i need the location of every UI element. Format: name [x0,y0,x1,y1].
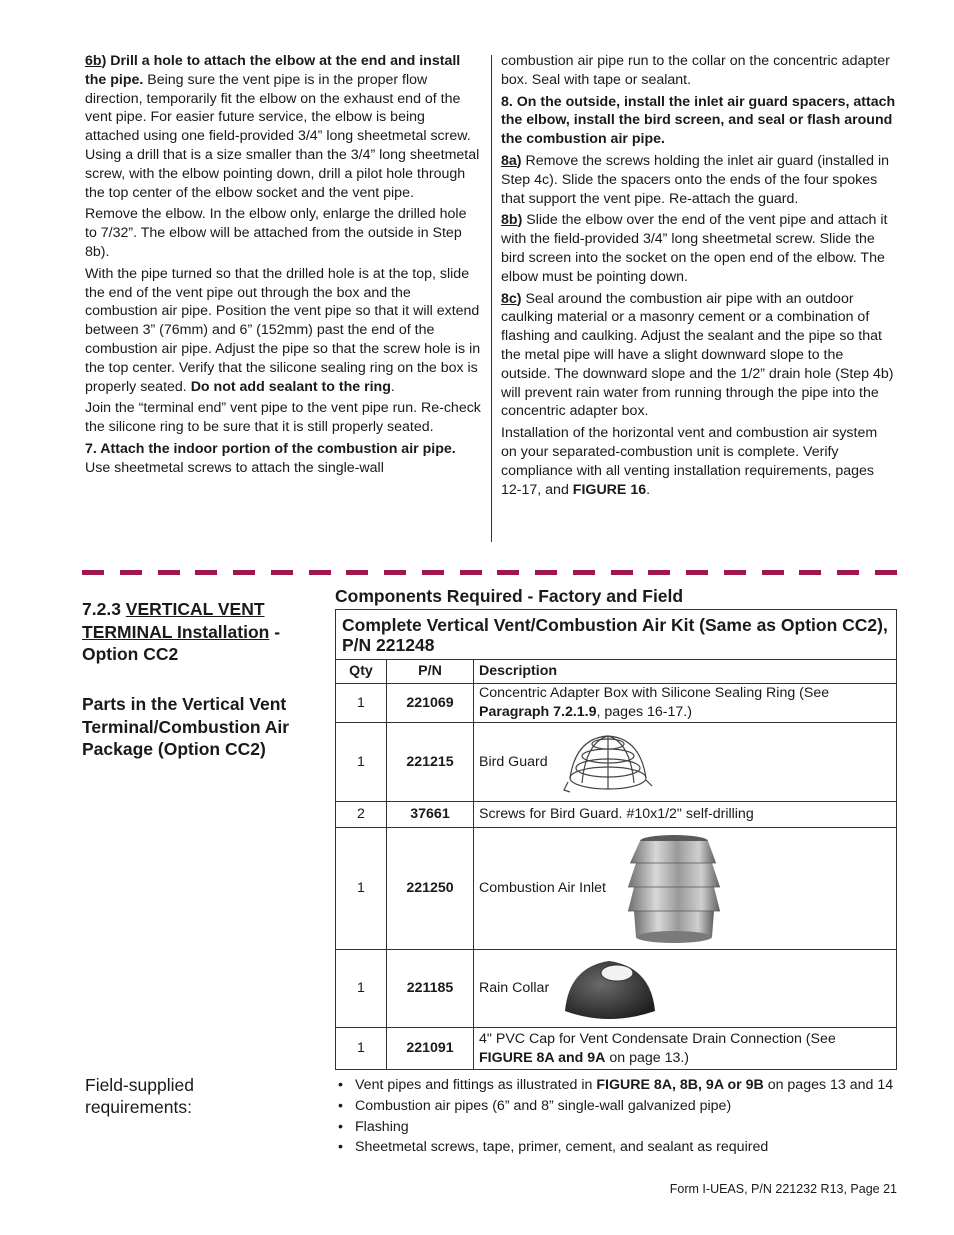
dash-segment [799,570,821,575]
rain-collar-image [559,953,659,1025]
dash-segment [724,570,746,575]
dash-segment [158,570,180,575]
table-header-row [336,660,897,684]
dash-segment [686,570,708,575]
dash-segment [535,570,557,575]
kit-components-table [335,609,897,1070]
installation-complete-paragraph: Installation of the horizontal vent and combustion air system on your separated-combustion unit is complete. Verify compliance with all venting installation requirements, pages 12-17, and FIGURE 16. [501,425,878,498]
remove-elbow-paragraph: Remove the elbow. In the elbow only, enlarge the drilled hole to 7/32”. The elbow will be attached from the outside in Step 8b). [85,206,467,260]
row-description: Concentric Adapter Box with Silicone Sealing Ring (See Paragraph 7.2.1.9, pages 16-17.) [474,684,897,723]
left-text-column [85,52,482,481]
table-row: 1 221091 4" PVC Cap for Vent Condensate Drain Connection (See FIGURE 8A and 9A on page 13.) [336,1028,897,1070]
dash-segment [497,570,519,575]
kit-title: Complete Vertical Vent/Combustion Air Kit (Same as Option CC2), P/N 221248 [336,610,897,660]
join-terminal-paragraph: Join the “terminal end” vent pipe to the vent pipe run. Re-check the silicone ring to be sure that it is still properly seated. [85,400,481,436]
col-header-pn: P/N [387,660,474,684]
combustion-air-inlet-image [626,833,722,945]
step-8a-paragraph: 8a) Remove the screws holding the inlet air guard (installed in Step 4c). Slide the spacers onto the ends of the four spokes that support the vent pipe. Re-attach the guard. [501,152,890,207]
kit-title-row [336,610,897,660]
dash-segment [422,570,444,575]
step-7-paragraph: 7. Attach the indoor portion of the combustion air pipe. Use sheetmetal screws to attach the single-wall [85,440,456,476]
page-footer: Form I-UEAS, P/N 221232 R13, Page 21 [669,1182,897,1196]
table-row: 1 221185 Rain Collar [336,950,897,1028]
table-row: 1 221069 Concentric Adapter Box with Silicone Sealing Ring (See Paragraph 7.2.1.9, pages 16-17.) [336,684,897,723]
table-row: 1 221215 Bird Guard [336,723,897,802]
table-row: 1 221250 Combustion Air Inlet [336,828,897,950]
components-title: Components Required - Factory and Field [335,586,684,606]
bird-guard-image [562,728,654,796]
pipe-turned-paragraph: With the pipe turned so that the drilled hole is at the top, slide the end of the vent pipe out through the box and the combustion air pipe. Position the vent pipe so that it will extend between 3” (76mm) and 6” (152mm) past the end of the combustion air pipe. Adjust the pipe so that the screw hole is in the top center. Verify that the silicone sealing ring on the box is properly seated. Do not add sealant to the ring. [85,265,481,395]
dash-segment [346,570,368,575]
dash-segment [384,570,406,575]
dash-segment [648,570,670,575]
dash-segment [837,570,859,575]
list-item: • Combustion air pipes (6” and 8” single-wall galvanized pipe) [335,1097,897,1116]
section-dashed-rule [82,570,897,575]
dash-segment [573,570,595,575]
step-8-heading: 8. On the outside, install the inlet air guard spacers, attach the elbow, install the bird screen, and seal or flash around the combustion air pipe. [501,93,896,148]
row-description: 4" PVC Cap for Vent Condensate Drain Connection (See FIGURE 8A and 9A on page 13.) [474,1028,897,1070]
step-8b-paragraph: 8b) Slide the elbow over the end of the vent pipe and attach it with the field-provided 3/4” long sheetmetal screw. Slide the bird screen into the socket on the open end of the elbow. The elbow must be pointing down. [501,212,888,285]
section-title: 7.2.3 VERTICAL VENT TERMINAL Installation - Option CC2 [82,599,281,664]
column-divider [491,55,492,542]
dash-segment [611,570,633,575]
col-header-qty: Qty [336,660,387,684]
dash-segment [120,570,142,575]
dash-segment [309,570,331,575]
list-item: • Flashing [335,1118,897,1137]
dash-segment [233,570,255,575]
dash-segment [762,570,784,575]
field-supplied-list [335,1076,897,1159]
list-item: • Sheetmetal screws, tape, primer, cement, and sealant as required [335,1138,897,1157]
parts-title: Parts in the Vertical Vent Terminal/Combustion Air Package (Option CC2) [82,694,290,759]
step-8c-paragraph: 8c) Seal around the combustion air pipe with an outdoor caulking material or a masonry cement or a combination of flashing and caulking. Adjust the sealant and the pipe so that the metal pipe will have a slight downward slope to the outside. The downward slope and the 1/2” drain hole (Step 4b) will prevent rain water from running through the pipe into the concentric adapter box. [501,290,894,420]
list-item: • Vent pipes and fittings as illustrated in FIGURE 8A, 8B, 9A or 9B on pages 13 and 14 [335,1076,897,1095]
dash-segment [875,570,897,575]
dash-segment [271,570,293,575]
dash-segment [460,570,482,575]
step-7-continued-paragraph: combustion air pipe run to the collar on the concentric adapter box. Seal with tape or sealant. [501,53,890,88]
step-6b-paragraph: 6b) Drill a hole to attach the elbow at the end and install the pipe. Being sure the vent pipe is in the proper flow direction, temporarily fit the elbow on the exhaust end of the vent pipe. For easier future service, the elbow is being attached using one field-provided 3/4” long sheetmetal screw. Using a drill that is a size smaller than the 3/4” long sheetmetal screw, with the elbow pointing down, drill a pilot hole through the top center of the elbow socket and the vent pipe. [85,53,480,201]
field-supplied-label: Field-supplied requirements: [85,1075,194,1117]
right-text-column [501,52,896,502]
col-header-description: Description [474,660,897,684]
dash-segment [82,570,104,575]
dash-segment [195,570,217,575]
table-row: 2 37661 Screws for Bird Guard. #10x1/2" self-drilling [336,802,897,828]
